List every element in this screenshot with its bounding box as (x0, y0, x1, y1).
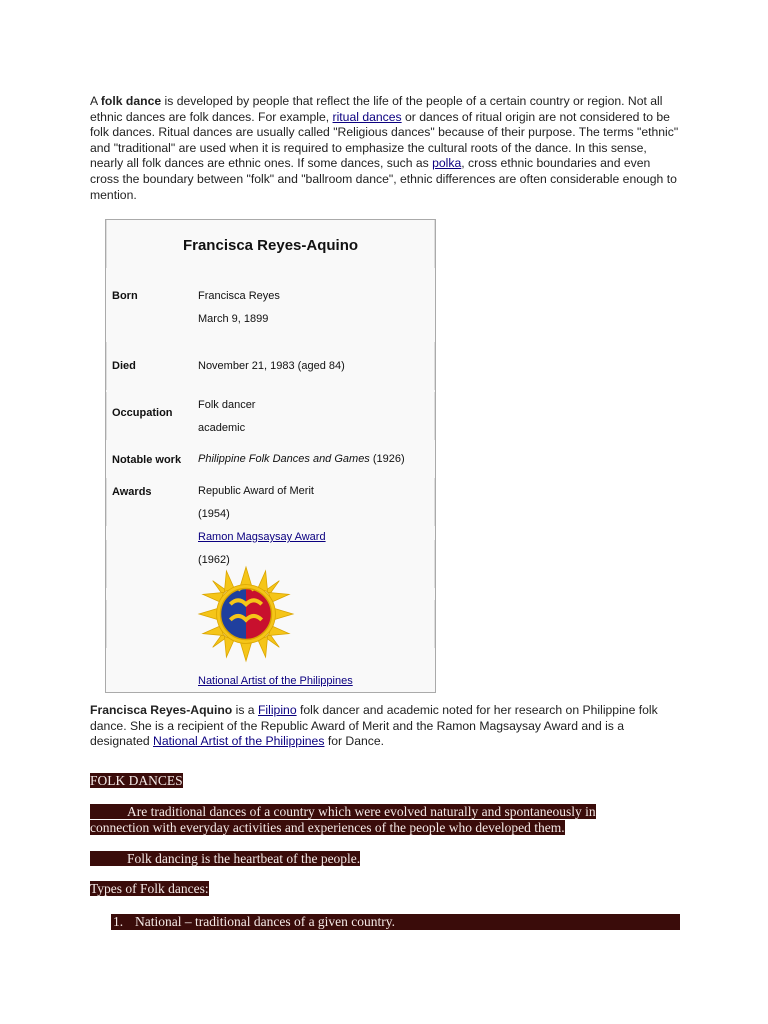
occupation-label: Occupation (112, 407, 173, 419)
born-label: Born (112, 290, 138, 302)
heartbeat-sentence: Folk dancing is the heartbeat of the people. (90, 851, 360, 867)
folk-dance-term: folk dance (100, 94, 162, 108)
bio-name: Francisca Reyes-Aquino (90, 703, 233, 717)
intro-text-1: is developed by people that reflect the life of the people of a certain country or region. Not all ethnic dances are folk dances. For example, (90, 94, 663, 124)
died-value: November 21, 1983 (aged 84) (198, 360, 345, 372)
intro-paragraph (90, 94, 680, 203)
infobox-title: Francisca Reyes-Aquino (182, 237, 359, 254)
notable-work-title: Philippine Folk Dances and Games (198, 453, 370, 465)
notable-work-year: (1926) (369, 453, 405, 465)
died-label: Died (112, 360, 136, 372)
intro-text-2: or dances of ritual origin are not considered to be folk dances. Ritual dances are usually called "Religious dances" because of their purpose. The terms "ethnic" and "traditional" are used when it is required to emphasize the cultural roots of the dance. In this sense, nearly all folk dances are ethnic ones. If some dances, such as (90, 109, 679, 171)
awards-label: Awards (112, 486, 152, 498)
born-name: Francisca Reyes (198, 290, 280, 302)
born-date: March 9, 1899 (198, 313, 269, 325)
list-number: 1. (113, 914, 124, 929)
award-1-year: (1954) (198, 508, 230, 520)
bio-text-3: for Dance. (324, 734, 385, 749)
polka-link[interactable]: polka (432, 156, 462, 171)
intro-text-3: , cross ethnic boundaries and even cross the boundary between "folk" and "ballroom dance", ethnic differences are often considerable enough to mention. (90, 156, 677, 202)
award-2-year: (1962) (198, 554, 230, 566)
bio-text-2: folk dancer and academic noted for her research on Philippine folk dance. She is a recipient of the Republic Award of Merit and the Ramon Magsaysay Award and is a designated (90, 703, 658, 749)
list-item-text: National – traditional dances of a given country. (135, 914, 396, 929)
national-artist-philippines-link[interactable]: National Artist of the Philippines (153, 734, 325, 749)
intro-prefix: A (90, 94, 101, 108)
bio-text-1: is a (232, 703, 258, 717)
types-heading: Types of Folk dances: (90, 881, 209, 896)
filipino-link[interactable]: Filipino (257, 703, 297, 717)
national-artist-sun-emblem-icon (197, 565, 295, 663)
ramon-magsaysay-award-link[interactable]: Ramon Magsaysay Award (198, 531, 326, 543)
ritual-dances-link[interactable]: ritual dances (332, 109, 402, 124)
folk-dances-heading: FOLK DANCES (90, 773, 183, 788)
notable-work-label: Notable work (112, 454, 182, 466)
folk-dances-definition: Are traditional dances of a country which were evolved naturally and spontaneously in connection with everyday activities and experiences of the people who developed them. (90, 804, 596, 835)
occupation-1: Folk dancer (198, 399, 256, 411)
list-item (111, 914, 680, 930)
occupation-2: academic (198, 422, 246, 434)
bio-paragraph (90, 703, 680, 750)
national-artist-link[interactable]: National Artist of the Philippines (198, 675, 353, 687)
award-1: Republic Award of Merit (198, 485, 314, 497)
infobox (105, 219, 436, 693)
